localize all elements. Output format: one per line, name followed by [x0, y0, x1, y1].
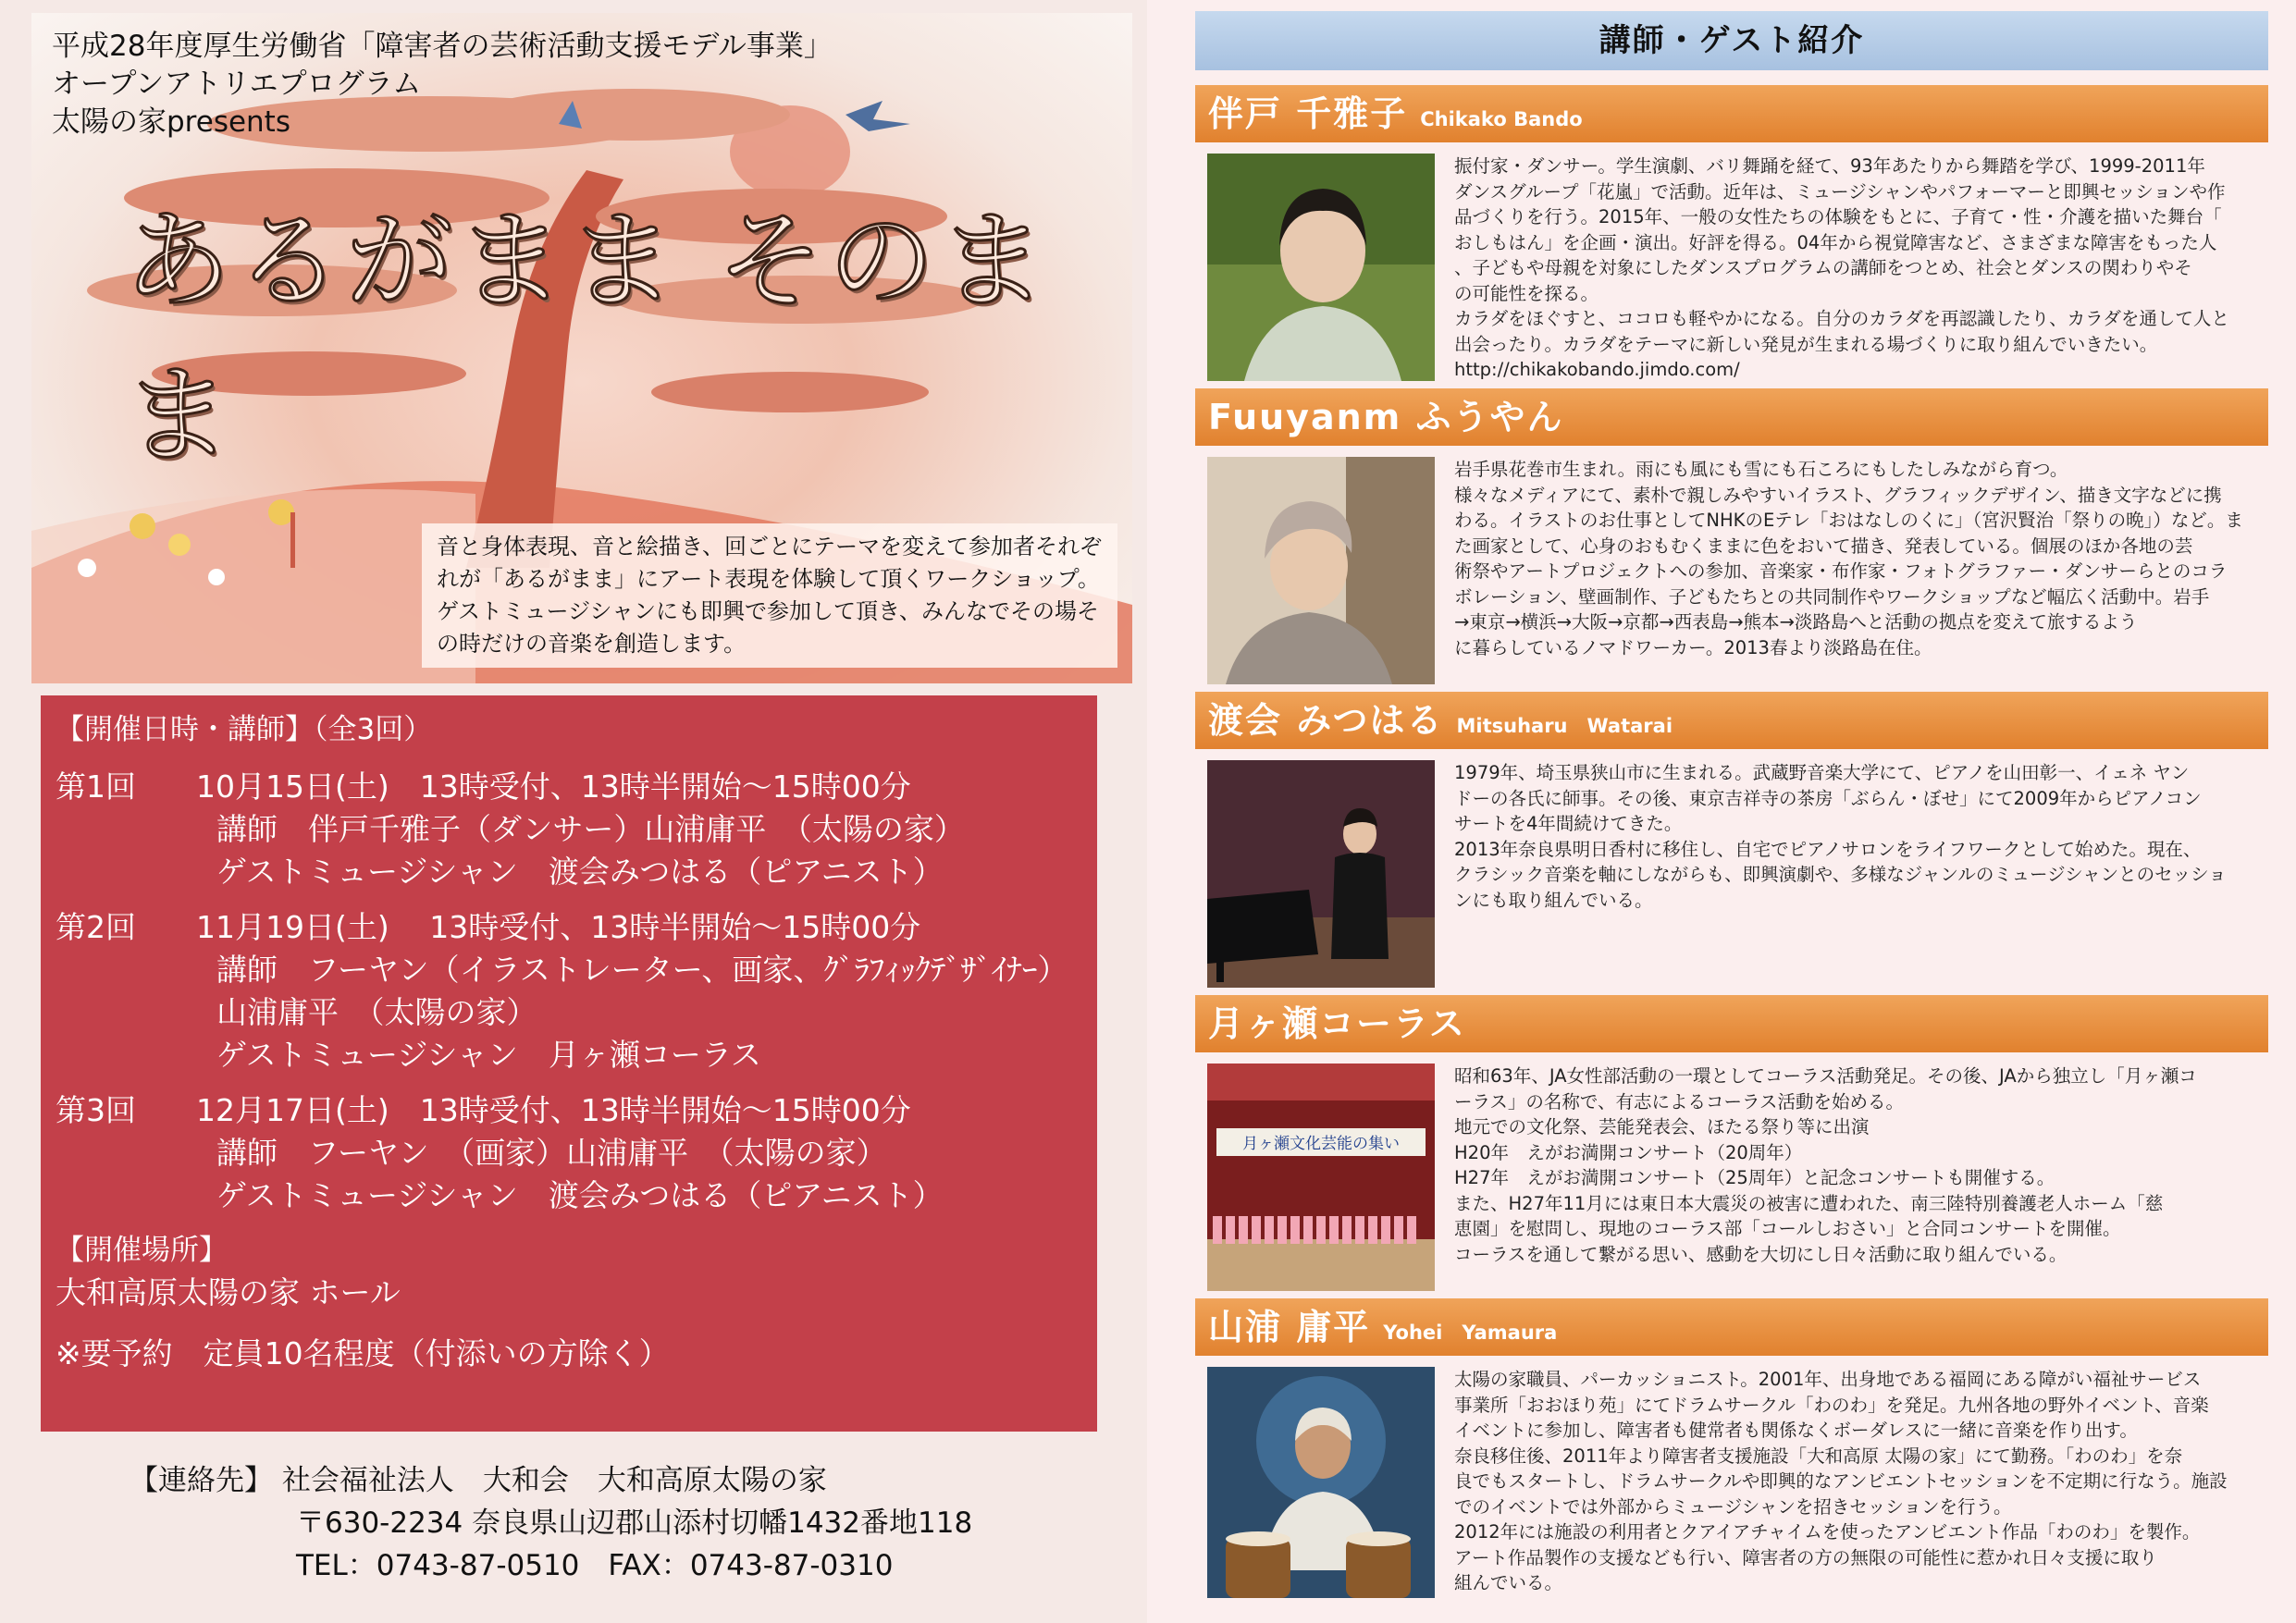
session-datetime: 12月17日(土) 13時受付、13時半開始～15時00分 — [196, 1092, 911, 1128]
header-line: 太陽の家presents — [52, 105, 290, 139]
profile-bio: 太陽の家職員、パーカッショニスト。2001年、出身地である福岡にある障がい福祉サービス 事業所「おおほり苑」にてドラムサークル「わのわ」を発足。九州各地の野外イベント、音楽 イベントに参加し、障害者も健常者も関係なくボーダレスに一緒に音楽を作り出す。 奈良移住後、2011年より障害者支援施設「大和高原 太陽の家」にて勤務。「わのわ」を奈 良でもスタートし、ドラムサークルや即興的なアンビエントセッションを不定期に行なう。施設 でのイベントでは外部からミュージシャンを招きセッションを行う。 2012年には施設の利用者とクアイアチャイムを使ったアンビエント作品「わのわ」を製作。 アート作品製作の支援なども行い、障害者の方の無限の可能性に惹かれ日々支援に取り 組んでいる。 — [1454, 1369, 2228, 1593]
profile-mitsuharu-watarai — [1195, 692, 2268, 988]
profile-bio: 昭和63年、JA女性部活動の一環としてコーラス活動発足。その後、JAから独立し「月ヶ瀬コ ーラス」の名称で、有志によるコーラス活動を始める。 地元での文化祭、芸能発表会、ほたる祭り等に出演 H20年 えがお満開コンサート（20周年） H27年 えがお満開コンサート（25周年）と記念コンサートも開催する。 また、H27年11月には東日本大震災の被害に遭われた、南三陸特別養護老人ホーム「慈 恵園」を慰問し、現地のコーラス部「コールしおさい」と合同コンサートを開催。 コーラスを通して繋がる思い、感動を大切にし日々活動に取り組んでいる。 — [1454, 1065, 2197, 1265]
profile-bio: 1979年、埼玉県狭山市に生まれる。武蔵野音楽大学にて、ピアノを山田彰一、イェネ ヤン ドーの各氏に師事。その後、東京吉祥寺の茶房「ぶらん・ぼせ」にて2009年からピアノコン サートを4年間続けてきた。 2013年奈良県明日香村に移住し、自宅でピアノサロンをライフワークとして始めた。現在、 クラシック音楽を軸にしながらも、即興演劇や、多様なジャンルのミュージシャンとのセッショ ンにも取り組んでいる。 — [1454, 762, 2227, 911]
venue: 大和高原太陽の家 ホール — [56, 1274, 401, 1310]
left-page — [0, 0, 1147, 1623]
chorus-banner-text: 月ヶ瀬文化芸能の集い — [1242, 1135, 1400, 1153]
profile-fuuyan — [1195, 388, 2268, 684]
profile-name-en: Mitsuharu Watarai — [1456, 715, 1673, 737]
session-2 — [56, 906, 1082, 1076]
header-text — [52, 28, 833, 141]
profile-name-bar — [1195, 85, 2268, 142]
profile-name-bar — [1195, 995, 2268, 1052]
profile-name-bar — [1195, 1298, 2268, 1356]
profile-name-en: Yohei Yamaura — [1383, 1322, 1558, 1344]
reservation-note: ※要予約 定員10名程度（付添いの方除く） — [56, 1335, 670, 1371]
right-page — [1147, 0, 2296, 1623]
contact-phone: TEL：0743-87-0510 FAX：0743-87-0310 — [296, 1549, 894, 1582]
profile-name: 伴戸 千雅子 — [1208, 93, 1408, 134]
session-1 — [56, 766, 1082, 893]
session-line: ゲストミュージシャン 月ヶ瀬コーラス — [216, 1037, 761, 1073]
page-title: 講師・ゲスト紹介 — [1195, 11, 2268, 70]
profile-name: 渡会 みつはる — [1208, 700, 1444, 741]
profile-name-bar — [1195, 692, 2268, 749]
event-title: あるがまま そのまま — [124, 199, 1050, 478]
contact-block — [130, 1459, 972, 1587]
profile-photo — [1207, 1367, 1435, 1598]
profile-photo — [1207, 760, 1435, 988]
session-line: 山浦庸平 （太陽の家） — [216, 994, 537, 1030]
profile-yohei-yamaura — [1195, 1298, 2268, 1617]
session-number: 第3回 — [56, 1092, 136, 1128]
schedule-panel — [41, 695, 1097, 1432]
profile-name-en: Chikako Bando — [1420, 108, 1583, 130]
profile-name-bar — [1195, 388, 2268, 446]
schedule-heading: 【開催日時・講師】（全3回） — [56, 713, 433, 746]
profile-photo — [1207, 1064, 1435, 1291]
header-line: 平成28年度厚生労働省「障害者の芸術活動支援モデル事業」 — [52, 30, 833, 63]
profile-photo — [1207, 457, 1435, 684]
profile-chikako-bando — [1195, 85, 2268, 381]
hero-artwork — [31, 13, 1132, 683]
session-line: 講師 フーヤン （画家）山浦庸平 （太陽の家） — [216, 1135, 887, 1171]
profile-bio: 岩手県花巻市生まれ。雨にも風にも雪にも石ころにもしたしみながら育つ。 様々なメディアにて、素朴で親しみやすいイラスト、グラフィックデザイン、描き文字などに携 わる。イラストのお仕事としてNHKのEテレ「おはなしのくに」（宮沢賢治「祭りの晩」）など。ま た画家として、心身のおもむくままに色をおいて描き、発表している。個展のほか各地の芸 術祭やアートプロジェクトへの参加、音楽家・布作家・フォトグラファー・ダンサーらとのコラ ボレーション、壁画制作、子どもたちとの共同制作やワークショップなど幅広く活動中。岩手 →東京→横浜→大阪→京都→西表島→熊本→淡路島へと活動の拠点を変えて旅するよう に暮らしているノマドワーカー。2013春より淡路島在住。 — [1454, 459, 2243, 658]
session-number: 第1回 — [56, 768, 136, 805]
session-datetime: 11月19日(土) 13時受付、13時半開始～15時00分 — [196, 909, 921, 945]
profile-name: 山浦 庸平 — [1208, 1307, 1371, 1347]
session-line: 講師 フーヤン（イラストレーター、画家、ｸﾞﾗﾌｨｯｸﾃﾞｻﾞｲﾅｰ） — [216, 952, 1068, 988]
profile-tsukigase-chorus — [1195, 995, 2268, 1291]
session-line: ゲストミュージシャン 渡会みつはる（ピアニスト） — [216, 1177, 944, 1213]
profile-name: Fuuyanm ふうやん — [1208, 397, 1564, 437]
contact-label: 【連絡先】 — [130, 1464, 273, 1497]
venue-heading: 【開催場所】 — [56, 1234, 228, 1267]
session-datetime: 10月15日(土) 13時受付、13時半開始～15時00分 — [196, 768, 911, 805]
session-3 — [56, 1089, 1082, 1217]
session-number: 第2回 — [56, 909, 136, 945]
contact-org: 社会福祉法人 大和会 大和高原太陽の家 — [281, 1464, 827, 1497]
contact-address: 〒630-2234 奈良県山辺郡山添村切幡1432番地118 — [296, 1506, 973, 1540]
header-line: オープンアトリエプログラム — [52, 68, 422, 101]
intro-text: 音と身体表現、音と絵描き、回ごとにテーマを変えて参加者それぞれが「あるがまま」にアート表現を体験して頂くワークショップ。ゲストミュージシャンにも即興で参加して頂き、みんなでその場その時だけの音楽を創造します。 — [422, 523, 1117, 668]
profile-photo — [1207, 154, 1435, 381]
profile-name: 月ヶ瀬コーラス — [1208, 1003, 1466, 1044]
session-line: ゲストミュージシャン 渡会みつはる（ピアニスト） — [216, 854, 944, 890]
session-line: 講師 伴戸千雅子（ダンサー）山浦庸平 （太陽の家） — [216, 811, 965, 847]
profile-bio: 振付家・ダンサー。学生演劇、バリ舞踊を経て、93年あたりから舞踏を学び、1999-2011年 ダンスグループ「花嵐」で活動。近年は、ミュージシャンやパフォーマーと即興セッションや作 品づくりを行う。2015年、一般の女性たちの体験をもとに、子育て・性・介護を描いた舞台「 おしもはん」を企画・演出。好評を得る。04年から視覚障害など、さまざまな障害をもった人 、子どもや母親を対象にしたダンスプログラムの講師をつとめ、社会とダンスの関わりやそ の可能性を探る。 カラダをほぐすと、ココロも軽やかになる。自分のカラダを再認識したり、カラダを通して人と 出会ったり。カラダをテーマに新しい発見が生まれる場づくりに取り組んでいきたい。 http://chikakobando.jimdo.com/ — [1454, 155, 2229, 380]
